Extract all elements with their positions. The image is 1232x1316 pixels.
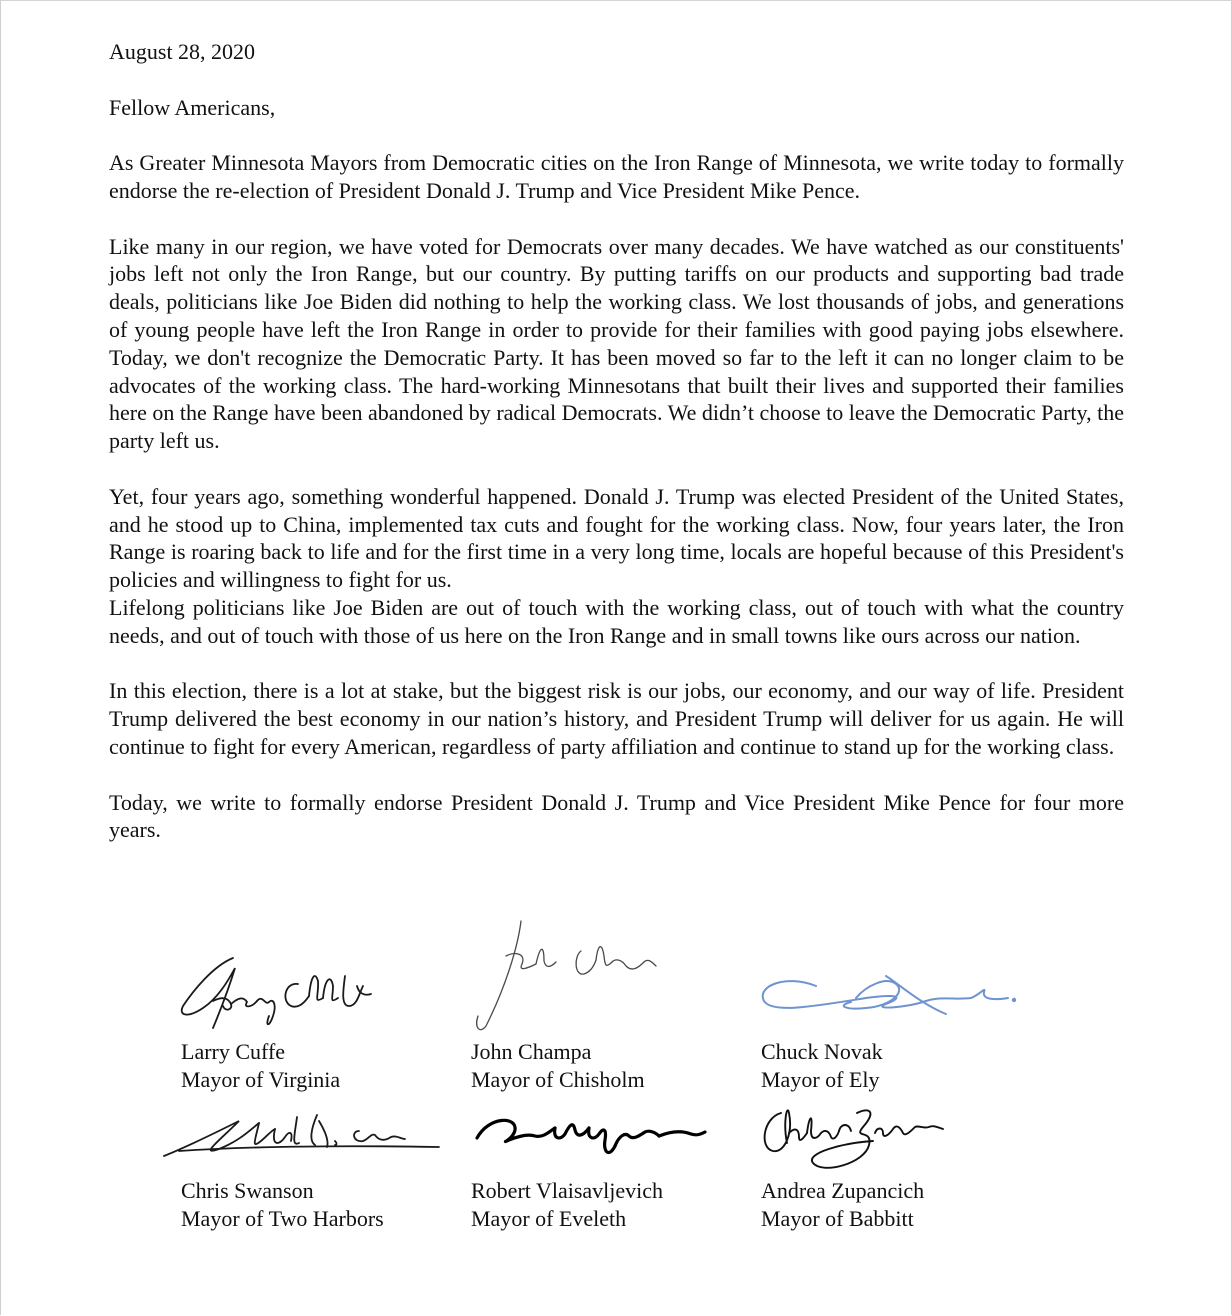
letter-body [109, 38, 1124, 872]
paragraph-four-years-ago: Yet, four years ago, something wonderful happened. Donald J. Trump was elected President of the United States, and he stood up to China, implemented tax cuts and fought for the working class. Now, four years later, the Iron Range is roaring back to life and for the first time in a very long time, locals are hopeful because of this President's policies and willingness to fight for us. [109, 483, 1124, 593]
signer-chris-swanson [181, 1177, 384, 1233]
signature-larry-cuffe-icon [173, 946, 383, 1036]
signer-robert-vlaisavljevich [471, 1177, 663, 1233]
signer-larry-cuffe [181, 1038, 340, 1094]
signer-andrea-zupancich [761, 1177, 924, 1233]
letter-salutation: Fellow Americans, [109, 94, 276, 120]
signature-john-champa-icon [466, 916, 666, 1036]
signer-title: Mayor of Ely [761, 1067, 880, 1092]
signer-chuck-novak [761, 1038, 883, 1094]
signature-chuck-novak-icon [746, 956, 1031, 1036]
signature-chris-swanson-icon [159, 1101, 449, 1171]
signer-title: Mayor of Eveleth [471, 1206, 627, 1231]
paragraph-democrats: Like many in our region, we have voted for Democrats over many decades. We have watched as our constituents' jobs left not only the Iron Range, but our country. By putting tariffs on our products and supporting bad trade deals, politicians like Joe Biden did nothing to help the working class. We lost thousands of jobs, and generations of young people have left the Iron Range in order to provide for their families with good paying jobs elsewhere. Today, we don't recognize the Democratic Party. It has been moved so far to the left it can no longer claim to be advocates of the working class. The hard-working Minnesotans that built their lives and supported their families here on the Range have been abandoned by radical Democrats. We didn’t choose to leave the Democratic Party, the party left us. [109, 233, 1124, 454]
signer-name: Chuck Novak [761, 1039, 883, 1064]
signer-name: Andrea Zupancich [761, 1178, 925, 1203]
signer-name: Larry Cuffe [181, 1039, 286, 1064]
paragraph-biden: Lifelong politicians like Joe Biden are out of touch with the working class, out of touch with what the country needs, and out of touch with those of us here on the Iron Range and in small towns like ours across our nation. [109, 594, 1124, 648]
letter-date: August 28, 2020 [109, 39, 256, 64]
signer-john-champa [471, 1038, 645, 1094]
signer-title: Mayor of Chisholm [471, 1067, 645, 1092]
signer-name: Robert Vlaisavljevich [471, 1178, 664, 1203]
paragraph-closing: Today, we write to formally endorse President Donald J. Trump and Vice President Mike Pence for four more years. [109, 789, 1124, 843]
signature-andrea-zupancich-icon [753, 1093, 953, 1183]
signature-robert-vlaisavljevich-icon [469, 1106, 709, 1166]
signer-title: Mayor of Two Harbors [181, 1206, 384, 1231]
paragraph-endorsement: As Greater Minnesota Mayors from Democratic cities on the Iron Range of Minnesota, we write today to formally endorse the re-election of President Donald J. Trump and Vice President Mike Pence. [109, 150, 1124, 203]
paragraph-election: In this election, there is a lot at stake, but the biggest risk is our jobs, our economy, and our way of life. President Trump delivered the best economy in our nation’s history, and President Trump will deliver for us again. He will continue to fight for every American, regardless of party affiliation and continue to stand up for the working class. [109, 678, 1124, 759]
signer-name: John Champa [471, 1039, 592, 1064]
signer-title: Mayor of Babbitt [761, 1206, 914, 1231]
signer-name: Chris Swanson [181, 1178, 314, 1203]
signer-title: Mayor of Virginia [181, 1067, 341, 1092]
